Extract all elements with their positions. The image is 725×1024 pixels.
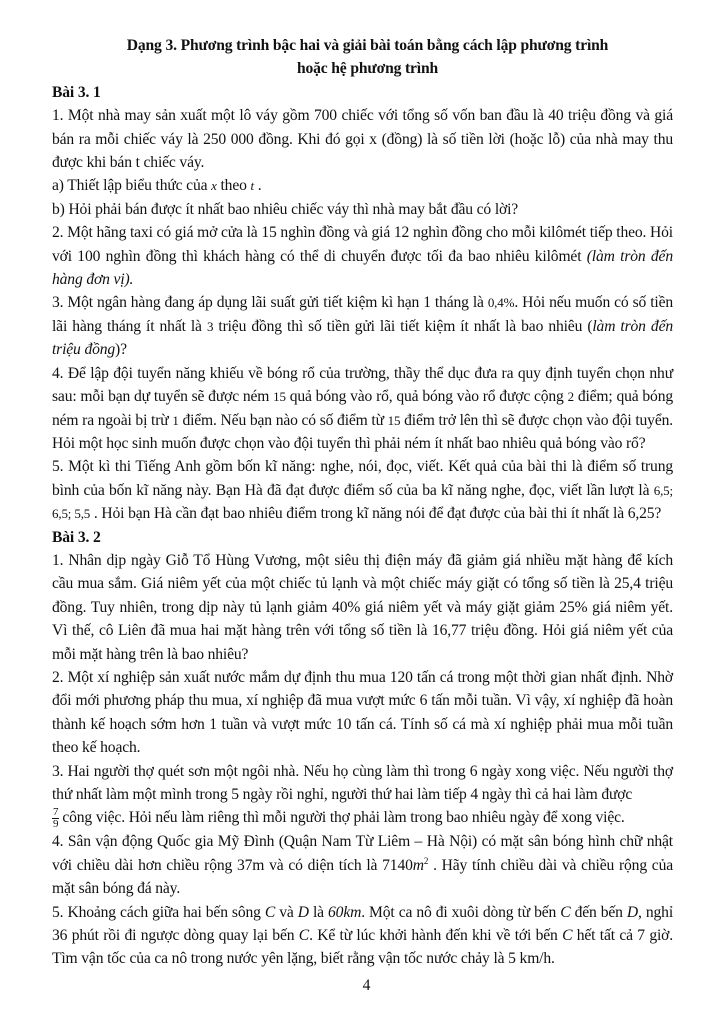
problem-3-2-1: 1. Nhân dịp ngày Giỗ Tổ Hùng Vương, một siêu thị điện máy đã giảm giá nhiều mặt hàng để kích cầu mua sắm. Giá niêm yết của một chiếc tủ lạnh và một chiếc máy giặt có tổng số tiền là 25,4 triệu đồng. Tuy nhiên, trong dịp này tủ lạnh giảm 40% giá niêm yết và máy giặt giảm 25% giá niêm yết. Vì thế, cô Liên đã mua hai mặt hàng trên với tổng số tiền là 16,77 triệu đồng. Hỏi giá niêm yết của mỗi mặt hàng trên là bao nhiêu? [52,551,673,663]
text: , nghỉ 36 phút rồi đi ngược dòng quay lại bến [52,903,674,944]
text: 4. Sân vận động Quốc gia Mỹ Đình (Quận Nam Từ Liêm – Hà Nội) có mặt sân bóng hình chữ nhật với chiều dài hơn chiều rộng 37m và có diện tích là [52,833,673,874]
text: 3. Một ngân hàng đang áp dụng lãi suất gửi tiết kiệm kì hạn 1 tháng là [52,294,488,312]
math-var-c: C [560,903,571,921]
math-var-c: C [298,926,310,944]
document-page [52,34,673,971]
page-title-line-1: Dạng 3. Phương trình bậc hai và giải bài toán bằng cách lập phương trình [126,37,609,54]
section-heading-3-2: Bài 3. 2 [52,528,101,546]
text: 2. Một hãng taxi có giá mở cửa là 15 nghìn đồng và giá 12 nghìn đồng cho mỗi kilômét tiếp theo. Hỏi với 100 nghìn đồng thì khách hàng có thể di chuyển được tối đa bao nhiêu kilômét [52,224,673,265]
math-rate: 0,4% [487,295,515,311]
fraction-7-9 [52,807,59,830]
problem-3-1-5 [52,455,673,525]
text: là [308,903,329,921]
text: 4. Để lập đội tuyển năng khiếu về bóng rổ của trường, thầy thể dục đưa ra quy định tuyển chọn như sau: mỗi bạn dự tuyển sẽ được ném [52,364,673,406]
text: . Hỏi bạn Hà cần đạt bao nhiêu điểm trong kĩ năng nói để đạt được của bài thi ít nhất là 6,25? [90,505,662,523]
problem-3-2-5 [52,901,673,971]
math-var-x: x [211,178,217,194]
math-area: 7140 [382,856,413,874]
problem-3-2-4 [52,830,673,900]
math-number: 15 [387,412,401,428]
math-exponent: 2 [423,855,429,866]
text: a) Thiết lập biểu thức của [52,177,212,195]
text: điểm trở lên thì sẽ được chọn vào đội tuyển. Hỏi một học sinh muốn được chọn vào đội tuyển thì phải ném ít nhất bao nhiêu quả bóng vào rổ? [52,411,673,452]
page-title-line-2: hoặc hệ phương trình [296,60,439,78]
text: theo [216,177,251,195]
problem-3-2-3 [52,760,673,831]
text: . [253,177,262,195]
math-amount: 3 [206,318,214,334]
text: điểm. Nếu bạn nào có số điểm từ [178,411,388,429]
text: . Hãy tính chiều dài và chiều rộng của mặt sân bóng đá này. [52,856,673,898]
text: 5. Khoảng cách giữa hai bến sông [52,903,265,921]
problem-3-1-1: 1. Một nhà may sản xuất một lô váy gồm 700 chiếc với tổng số vốn ban đầu là 40 triệu đồng và giá bán ra mỗi chiếc váy là 250 000 đồng. Khi đó gọi x (đồng) là số tiền lời (hoặc lỗ) của nhà may thu được khi bán t chiếc váy. [52,107,673,172]
text: quả bóng vào rổ, quả bóng vào rổ được cộng [285,388,568,406]
math-number: 15 [273,389,286,405]
math-distance: 60km [328,903,362,921]
problem-3-1-3 [52,291,673,361]
math-scores: 6,5; 6,5; 5,5 [52,482,673,522]
math-var-c: C [562,926,573,944]
math-unit: m [412,856,424,874]
fraction-denominator: 9 [53,818,59,831]
math-var-d: D [626,903,639,921]
text: điểm; quả bóng ném ra ngoài bị trừ [52,388,673,429]
text: . Hỏi nếu muốn có số tiền lãi hàng tháng ít nhất là [52,294,673,335]
fraction-numerator: 7 [53,806,59,819]
math-number: 1 [172,412,179,428]
section-heading-3-1: Bài 3. 1 [52,83,101,101]
text: )? [115,341,127,359]
math-var-d: D [297,903,309,921]
page-number: 4 [362,977,371,994]
rounding-note: làm tròn đến triệu đồng [52,317,673,359]
text: . Một ca nô đi xuôi dòng từ bến [361,903,561,921]
text: hết tất cả 7 giờ. Tìm vận tốc của ca nô trong nước yên lặng, biết rằng vận tốc nước chảy là 5 km/h. [52,926,674,968]
problem-3-1-4 [52,362,673,456]
text: triệu đồng thì số tiền gửi lãi tiết kiệm ít nhất là bao nhiêu ( [213,317,593,335]
problem-3-1-1a [52,174,673,197]
text: đến bến [570,903,627,921]
text: . Kể từ lúc khởi hành đến khi về tới bến [309,926,563,944]
problem-3-1-1b: b) Hỏi phải bán được ít nhất bao nhiêu chiếc váy thì nhà may bắt đầu có lời? [52,200,519,218]
math-var-c: C [264,903,276,921]
text: 3. Hai người thợ quét sơn một ngôi nhà. Nếu họ cùng làm thì trong 6 ngày xong việc. Nếu người thợ thứ nhất làm một mình trong 5 ngày rồi nghỉ, người thứ hai làm tiếp 4 ngày thì cả hai làm được [52,762,673,803]
text: công việc. Hỏi nếu làm riêng thì mỗi người thợ phải làm trong bao nhiêu ngày để xong việc. [62,809,625,827]
rounding-note: (làm tròn đến hàng đơn vị). [52,247,673,289]
math-var-t: t [250,178,254,194]
math-number: 2 [567,389,574,405]
problem-3-2-2: 2. Một xí nghiệp sản xuất nước mắm dự định thu mua 120 tấn cá trong một thời gian nhất định. Nhờ đổi mới phương pháp thu mua, xí nghiệp đã mua vượt mức 6 tấn mỗi tuần. Vì vậy, xí nghiệp đã hoàn thành kế hoạch sớm hơn 1 tuần và vượt mức 10 tấn cá. Tính số cá mà xí nghiệp phải mua mỗi tuần theo kế hoạch. [52,668,673,757]
text: 5. Một kì thi Tiếng Anh gồm bốn kĩ năng: nghe, nói, đọc, viết. Kết quả của bài thi là điểm số trung bình của bốn kĩ năng này. Bạn Hà đã đạt được điểm số của ba kĩ năng nghe, đọc, viết lần lượt là [52,458,673,499]
text: và [275,903,298,921]
problem-3-1-2 [52,221,673,291]
